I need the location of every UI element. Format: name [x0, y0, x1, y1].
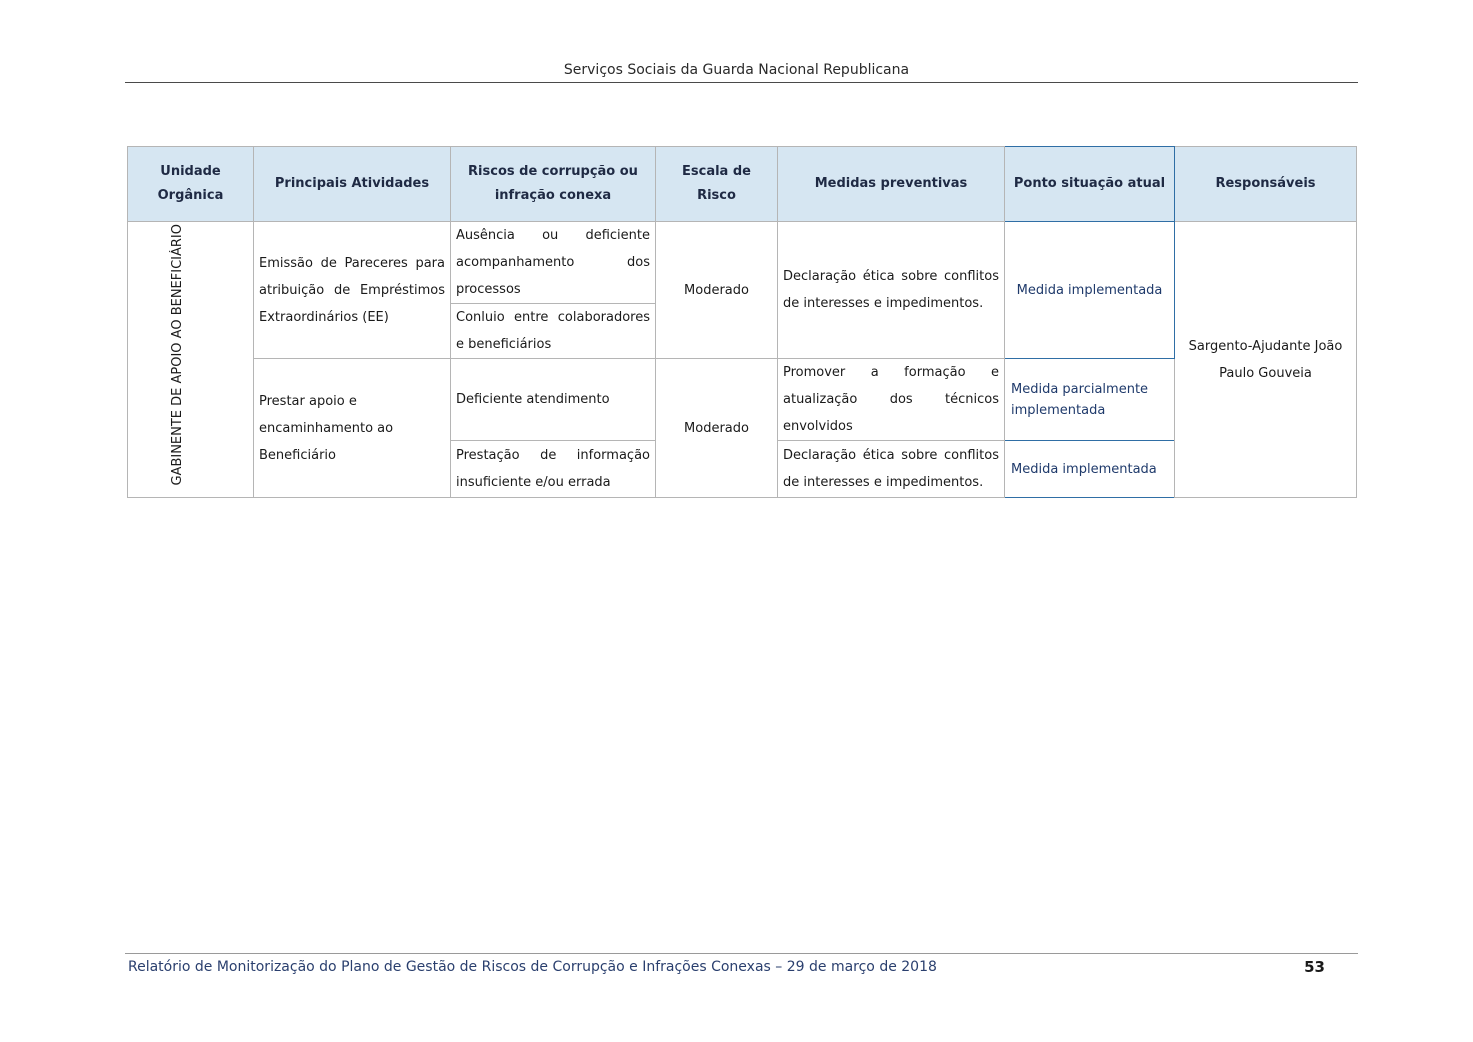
footer-divider: [125, 953, 1358, 954]
column-header: Medidas preventivas: [778, 147, 1005, 222]
responsible-cell: Sargento-Ajudante João Paulo Gouveia: [1175, 222, 1357, 498]
footer-report-title: Relatório de Monitorização do Plano de Gestão de Riscos de Corrupção e Infrações Conexas – 29 de março de 2018: [128, 959, 937, 975]
table-row: [128, 222, 1357, 304]
status-cell: Medida implementada: [1005, 441, 1175, 498]
risk-cell: Deficiente atendimento: [451, 359, 656, 441]
measure-cell: Promover a formação e atualização dos técnicos envolvidos: [778, 359, 1005, 441]
column-header: Ponto situação atual: [1005, 147, 1175, 222]
measure-cell: Declaração ética sobre conflitos de interesses e impedimentos.: [778, 441, 1005, 498]
column-header: Riscos de corrupção ou infração conexa: [451, 147, 656, 222]
column-header: Unidade Orgânica: [128, 147, 254, 222]
risk-table-container: [127, 146, 1356, 498]
risk-cell: Prestação de informação insuficiente e/ou errada: [451, 441, 656, 498]
column-header: Responsáveis: [1175, 147, 1357, 222]
risk-cell: Ausência ou deficiente acompanhamento dos processos: [451, 222, 656, 304]
measure-cell: Declaração ética sobre conflitos de interesses e impedimentos.: [778, 222, 1005, 359]
column-header: Principais Atividades: [254, 147, 451, 222]
page-number: 53: [1304, 958, 1325, 976]
risk-scale-cell: Moderado: [656, 222, 778, 359]
activity-cell: Prestar apoio e encaminhamento ao Beneficiário: [254, 359, 451, 498]
column-header: Escala de Risco: [656, 147, 778, 222]
risk-cell: Conluio entre colaboradores e beneficiários: [451, 304, 656, 359]
activity-cell: Emissão de Pareceres para atribuição de Empréstimos Extraordinários (EE): [254, 222, 451, 359]
unit-label: GABINENTE DE APOIO AO BENEFICIÁRIO: [169, 223, 185, 486]
table-header-row: [128, 147, 1357, 222]
unit-cell: [128, 222, 254, 498]
status-cell: Medida parcialmente implementada: [1005, 359, 1175, 441]
header-divider: [125, 82, 1358, 83]
table-row: [128, 359, 1357, 416]
status-cell: Medida implementada: [1005, 222, 1175, 359]
page-header-title: Serviços Sociais da Guarda Nacional Republicana: [563, 62, 910, 78]
risk-scale-cell: Moderado: [656, 359, 778, 498]
risk-table: [127, 146, 1357, 498]
